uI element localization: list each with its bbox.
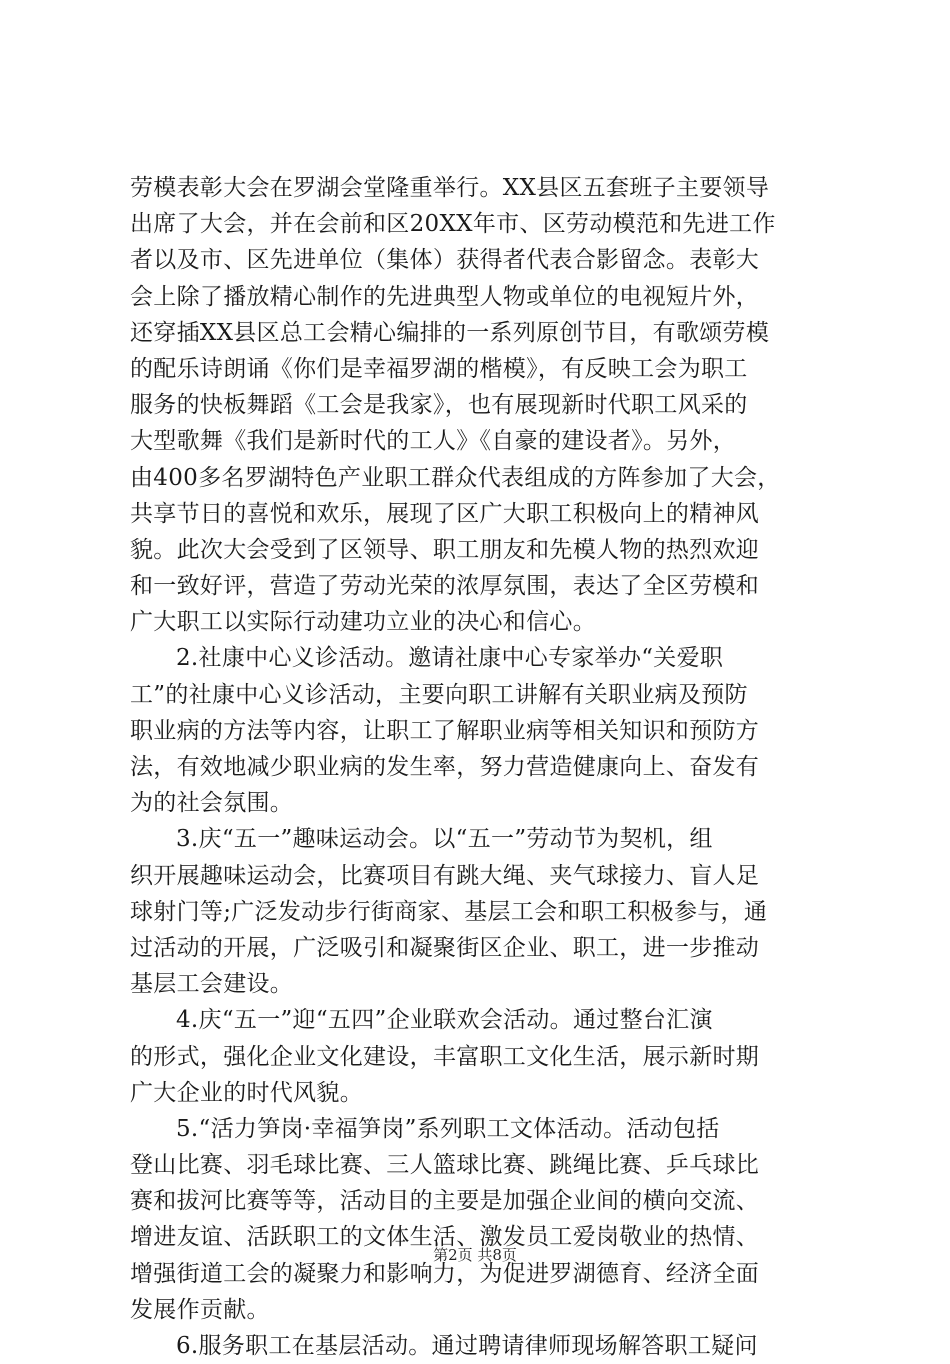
document-body (130, 170, 840, 1364)
text-line: 广大职工以实际行动建功立业的决心和信心。 (130, 609, 596, 636)
text-line: 广大企业的时代风貌。 (130, 1079, 363, 1106)
page-footer: 第2页 共8页 (433, 1246, 517, 1264)
text-line: 者以及市、区先进单位（集体）获得者代表合影留念。表彰大 (130, 247, 760, 274)
paragraph-start-line: 4.庆“五一”迎“五四”企业联欢会活动。通过整台汇演 (176, 1007, 713, 1034)
text-line: 为的社会氛围。 (130, 790, 294, 817)
paragraph-start-line: 2.社康中心义诊活动。邀请社康中心专家举办“关爱职 (176, 645, 724, 672)
paragraph-start-line: 5.“活力笋岗·幸福笋岗”系列职工文体活动。活动包括 (176, 1115, 720, 1142)
paragraph-start-line: 3.庆“五一”趣味运动会。以“五一”劳动节为契机，组 (176, 826, 713, 853)
text-line: 大型歌舞《我们是新时代的工人》《自豪的建设者》。另外， (130, 428, 737, 455)
text-line: 的配乐诗朗诵《你们是幸福罗湖的楷模》，有反映工会为职工 (130, 355, 748, 382)
text-line: 发展作贡献。 (130, 1296, 270, 1323)
text-line: 由400多名罗湖特色产业职工群众代表组成的方阵参加了大会， (130, 464, 781, 491)
text-line: 劳模表彰大会在罗湖会堂隆重举行。XX县区五套班子主要领导 (130, 175, 770, 201)
text-line: 织开展趣味运动会，比赛项目有跳大绳、夹气球接力、盲人足 (130, 862, 760, 889)
text-line: 过活动的开展，广泛吸引和凝聚街区企业、职工，进一步推动 (130, 934, 760, 961)
text-line: 增进友谊、活跃职工的文体生活、激发员工爱岗敬业的热情、 (130, 1224, 760, 1251)
text-line: 基层工会建设。 (130, 971, 294, 998)
text-line: 登山比赛、羽毛球比赛、三人篮球比赛、跳绳比赛、乒乓球比 (130, 1152, 760, 1179)
text-line: 职业病的方法等内容，让职工了解职业病等相关知识和预防方 (130, 717, 760, 744)
text-line: 出席了大会，并在会前和区20XX年市、区劳动模范和先进工作 (130, 211, 776, 238)
text-line: 服务的快板舞蹈《工会是我家》，也有展现新时代职工风采的 (130, 392, 748, 419)
text-line: 还穿插XX县区总工会精心编排的一系列原创节目，有歌颂劳模 (130, 319, 770, 346)
text-line: 的形式，强化企业文化建设，丰富职工文化生活，展示新时期 (130, 1043, 760, 1070)
text-line: 工”的社康中心义诊活动，主要向职工讲解有关职业病及预防 (130, 681, 748, 708)
paragraph-start-line: 6.服务职工在基层活动。通过聘请律师现场解答职工疑问 (176, 1333, 758, 1359)
text-line: 共享节日的喜悦和欢乐，展现了区广大职工积极向上的精神风 (130, 500, 760, 527)
text-line: 球射门等;广泛发动步行街商家、基层工会和职工积极参与，通 (130, 898, 768, 925)
text-line: 和一致好评，营造了劳动光荣的浓厚氛围，表达了全区劳模和 (130, 573, 760, 600)
text-line: 会上除了播放精心制作的先进典型人物或单位的电视短片外， (130, 283, 760, 310)
text-line: 增强街道工会的凝聚力和影响力，为促进罗湖德育、经济全面 (130, 1260, 760, 1287)
text-line: 赛和拔河比赛等等，活动目的主要是加强企业间的横向交流、 (130, 1188, 760, 1215)
text-line: 法，有效地减少职业病的发生率，努力营造健康向上、奋发有 (130, 754, 760, 780)
text-line: 貌。此次大会受到了区领导、职工朋友和先模人物的热烈欢迎 (130, 536, 760, 563)
